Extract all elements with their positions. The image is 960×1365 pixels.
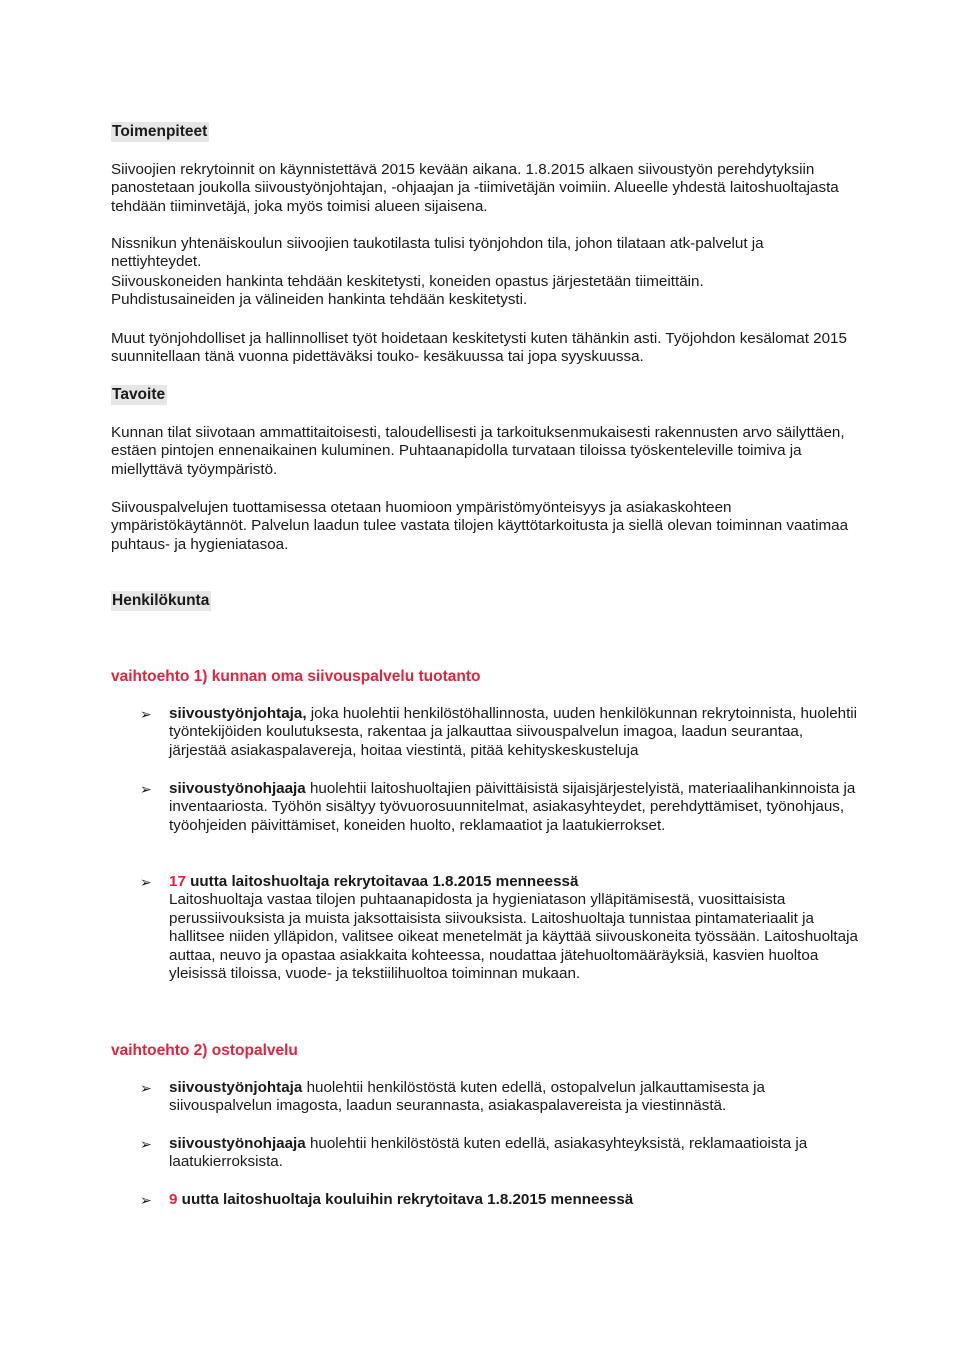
list-item-text: 17 uutta laitoshuoltaja rekrytoitavaa 1.8.2015 menneessä Laitoshuoltaja vastaa tilojen puhtaanapidosta ja hygieniatason ylläpitämisestä, vuosittaisista perussiivouksista ja muista jaksottaisista siivouksista. Laitoshuoltaja tunnistaa pintamateriaalit ja hallitsee niiden ylläpidon, valitsee oikeat menetelmät ja käyttää siivouskoneita työssään. Laitoshuoltaja auttaa, neuvo ja opastaa asiakkaita kohteessa, noudattaa jätehuoltomääräyksiä, kasvien huoltoa yleisissä tiloissa, vuode- ja tekstiilihuoltoa toiminnan mukaan. (169, 873, 858, 983)
list-item-text: siivoustyönjohtaja, joka huolehtii henkilöstöhallinnosta, uuden henkilökunnan rekrytoinnista, huolehtii työntekijöiden koulutuksesta, rakentaa ja jalkauttaa siivouspalvelun imagoa, laadun seurantaa, järjestää asiakaspalavereja, hoitaa viestintä, pitää kehityskeskusteluja (169, 705, 858, 759)
list-item-text: siivoustyönjohtaja huolehtii henkilöstöstä kuten edellä, ostopalvelun jalkauttamisesta ja siivouspalvelun imagosta, laadun seurannasta, asiakaspalavereista ja viestinnästä. (169, 1079, 766, 1115)
arrowhead-icon: ➢ (140, 1081, 152, 1097)
list-item-text: 9 uutta laitoshuoltaja kouluihin rekrytoitava 1.8.2015 menneessä (169, 1191, 634, 1208)
paragraph: Kunnan tilat siivotaan ammattitaitoisesti, taloudellisesti ja tarkoituksenmukaisesti rakennusten arvo säilyttäen, estäen pintojen ennenaikainen kuluminen. Puhtaanapidolla turvataan tiloissa työskenteleville toimiva ja miellyttävä työympäristö. (111, 424, 845, 478)
arrowhead-icon: ➢ (140, 875, 152, 891)
paragraph: Siivouskoneiden hankinta tehdään keskitetysti, koneiden opastus järjestetään tiimeittäin. (111, 273, 704, 290)
arrowhead-icon: ➢ (140, 1193, 152, 1209)
section-heading-toimenpiteet: Toimenpiteet (112, 123, 208, 140)
paragraph: Nissnikun yhtenäiskoulun siivoojien taukotilasta tulisi työnjohdon tila, johon tilataan atk-palvelut ja nettiyhteydet. (111, 235, 764, 271)
paragraph: Siivoojien rekrytoinnit on käynnistettävä 2015 kevään aikana. 1.8.2015 alkaen siivoustyön perehdytyksiin panostetaan joukolla siivoustyönjohtajan, -ohjaajan ja -tiimivetäjän voimiin. Alueelle yhdestä laitoshuoltajasta tehdään tiiminvetäjä, joka myös toimisi alueen sijaisena. (111, 161, 839, 215)
section-heading-henkilokunta: Henkilökunta (112, 592, 210, 609)
section-heading-tavoite: Tavoite (112, 386, 166, 403)
list-item-text: siivoustyönohjaaja huolehtii henkilöstöstä kuten edellä, asiakasyhteyksistä, reklamaatioista ja laatukierroksista. (169, 1135, 808, 1171)
paragraph: Siivouspalvelujen tuottamisessa otetaan huomioon ympäristömyönteisyys ja asiakaskohteen ympäristökäytännöt. Palvelun laadun tulee vastata tilojen käyttötarkoitusta ja siellä olevan toiminnan vaatimaa puhtaus- ja hygieniatasoa. (111, 499, 849, 553)
option-heading-2: vaihtoehto 2) ostopalvelu (111, 1042, 298, 1059)
option-heading-1: vaihtoehto 1) kunnan oma siivouspalvelu tuotanto (111, 668, 481, 685)
paragraph: Muut työnjohdolliset ja hallinnolliset työt hoidetaan keskitetysti kuten tähänkin asti. Työjohdon kesälomat 2015 suunnitellaan tänä vuonna pidettäväksi touko- kesäkuussa tai jopa syyskuussa. (111, 330, 847, 366)
arrowhead-icon: ➢ (140, 1137, 152, 1153)
arrowhead-icon: ➢ (140, 782, 152, 798)
paragraph: Puhdistusaineiden ja välineiden hankinta tehdään keskitetysti. (111, 291, 528, 308)
list-item-text: siivoustyönohjaaja huolehtii laitoshuoltajien päivittäisistä sijaisjärjestelyistä, materiaalihankinnoista ja inventaariosta. Työhön sisältyy työvuorosuunnitelmat, asiakasyhteydet, perehdyttämiset, työnohjaus, työohjeiden päivittämiset, koneiden huolto, reklamaatiot ja laatukierrokset. (169, 780, 856, 834)
arrowhead-icon: ➢ (140, 707, 152, 723)
